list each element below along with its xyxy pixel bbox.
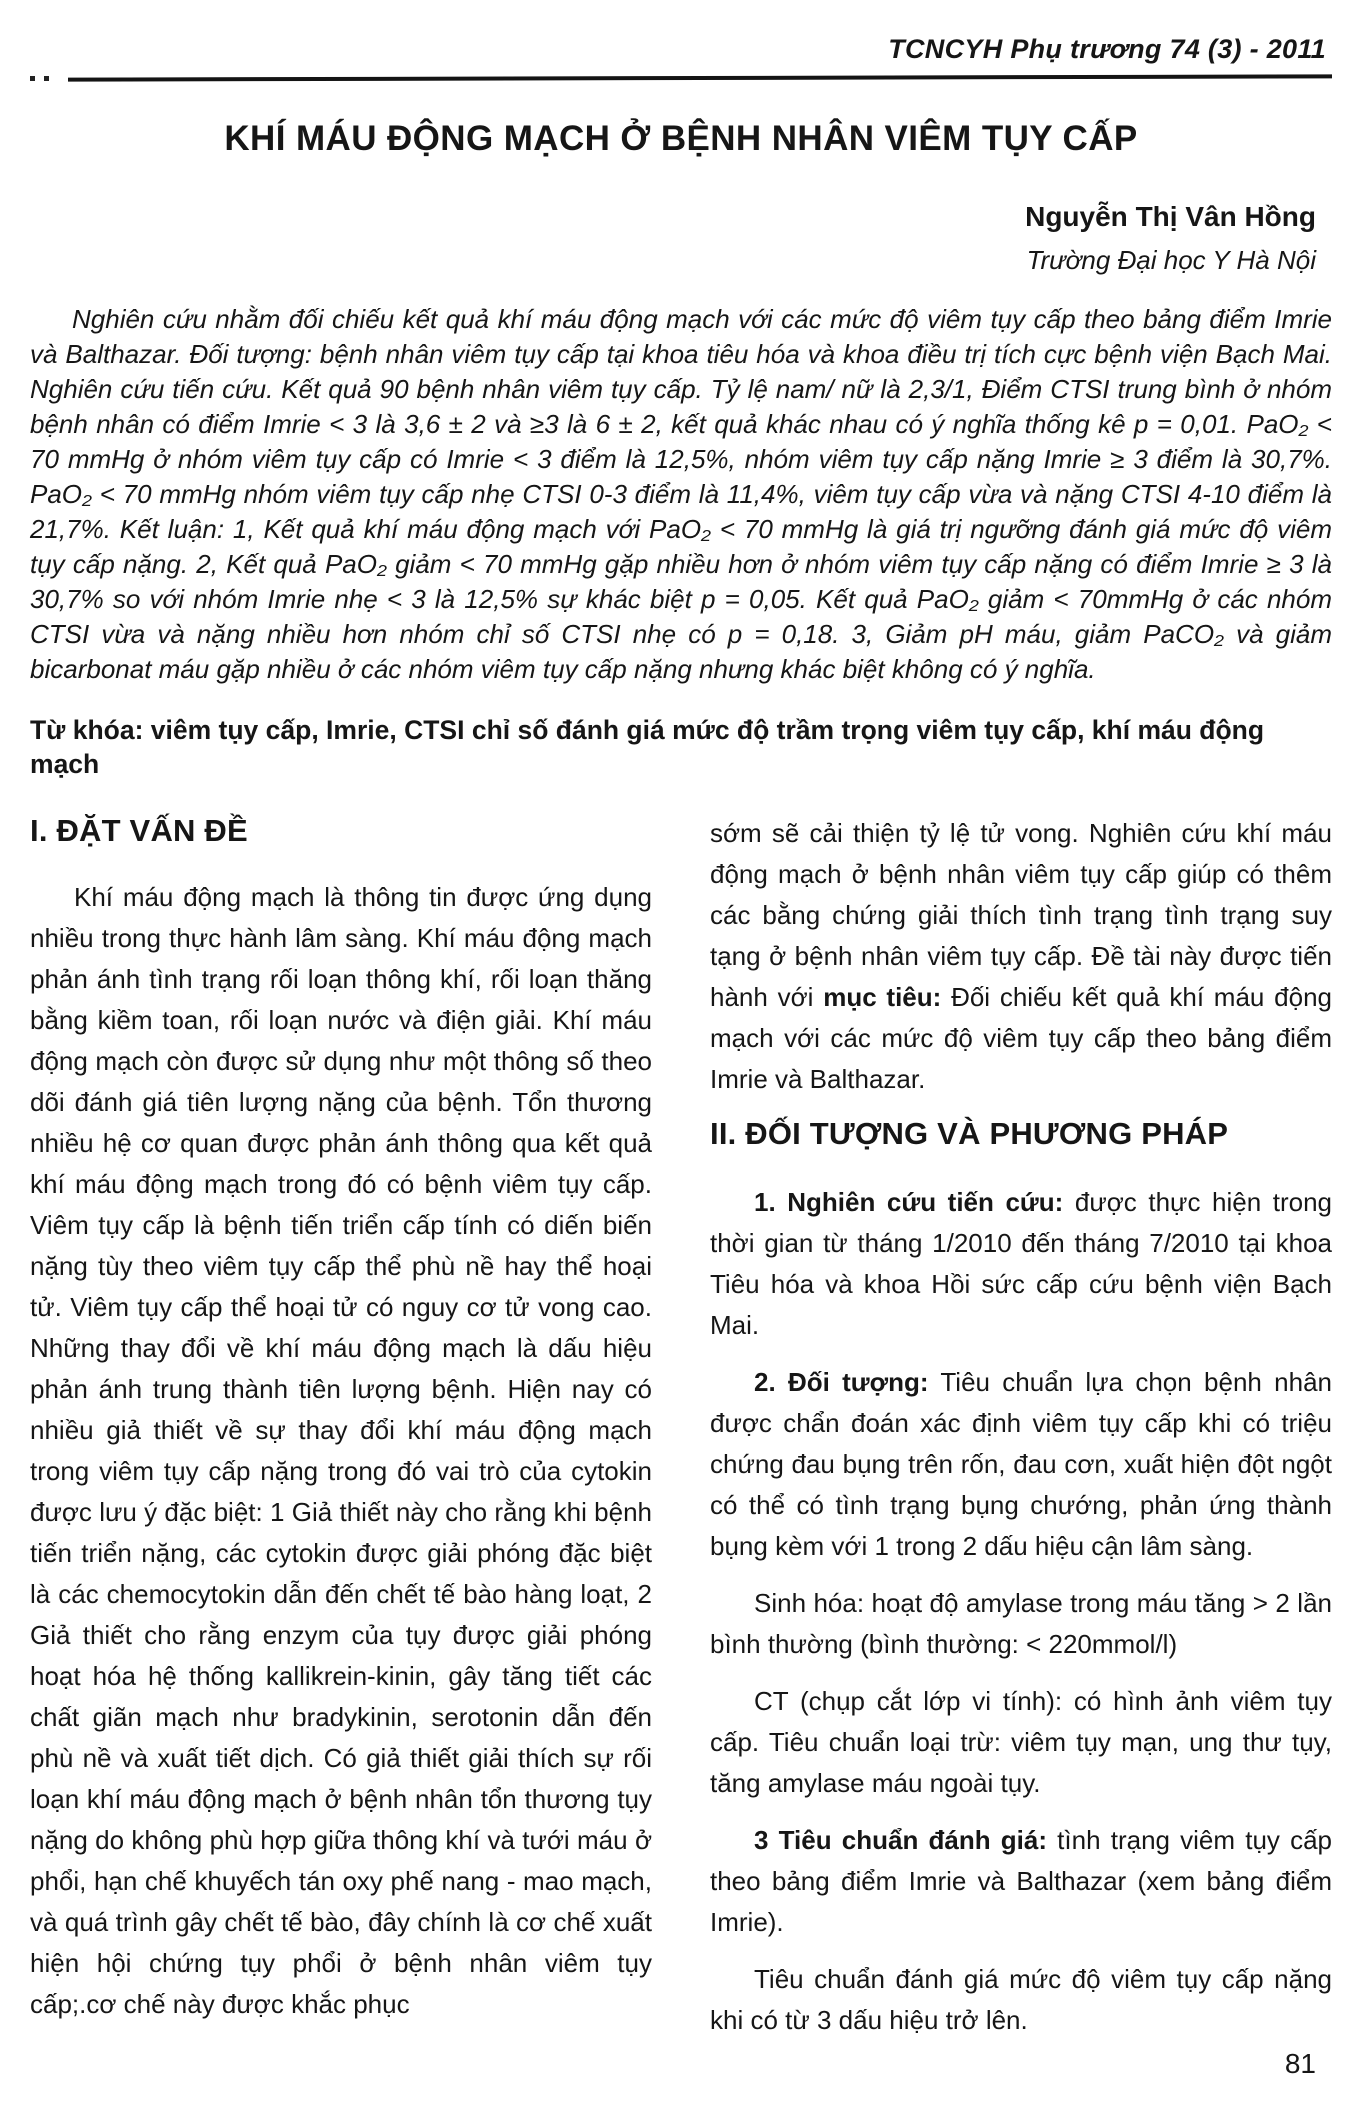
paragraph-lead: 2. Đối tượng: [754, 1367, 929, 1397]
methods-paragraph-6 [710, 1959, 1332, 2041]
rule-dot [44, 76, 49, 81]
page-number: 81 [1284, 2048, 1316, 2079]
methods-paragraph-3 [710, 1583, 1332, 1665]
abstract-text: Nghiên cứu nhằm đối chiếu kết quả khí máu động mạch với các mức độ viêm tụy cấp theo bảng điểm Imrie và Balthazar. Đối tượng: bệnh nhân viêm tụy cấp tại khoa tiêu hóa và khoa điều trị tích cực bệnh viện Bạch Mai. Nghiên cứu tiến cứu. Kết quả 90 bệnh nhân viêm tụy cấp. Tỷ lệ nam/ nữ là 2,3/1, Điểm CTSI trung bình ở nhóm bệnh nhân có điểm Imrie < 3 là 3,6 ± 2 và ≥3 là 6 ± 2, kết quả khác nhau có ý nghĩa thống kê p = 0,01. PaO₂ < 70 mmHg ở nhóm viêm tụy cấp có Imrie < 3 điểm là 12,5%, nhóm viêm tụy cấp nặng Imrie ≥ 3 điểm là 30,7%. PaO₂ < 70 mmHg nhóm viêm tụy cấp nhẹ CTSI 0-3 điểm là 11,4%, viêm tụy cấp vừa và nặng CTSI 4-10 điểm là 21,7%. Kết luận: 1, Kết quả khí máu động mạch với PaO₂ < 70 mmHg là giá trị ngưỡng đánh giá mức độ viêm tụy cấp nặng. 2, Kết quả PaO₂ giảm < 70 mmHg gặp nhiều hơn ở nhóm viêm tụy cấp nặng có điểm Imrie ≥ 3 là 30,7% so với nhóm Imrie nhẹ < 3 là 12,5% sự khác biệt p = 0,05. Kết quả PaO₂ giảm < 70mmHg ở các nhóm CTSI vừa và nặng nhiều hơn nhóm chỉ số CTSI nhẹ có p = 0,18. 3, Giảm pH máu, giảm PaCO₂ và giảm bicarbonat máu gặp nhiều ở các nhóm viêm tụy cấp nặng nhưng khác biệt không có ý nghĩa. [30, 304, 1332, 684]
two-column-body [30, 813, 1332, 2057]
header-rule [30, 75, 1332, 81]
right-column [710, 813, 1332, 2057]
paragraph-lead: 3 Tiêu chuẩn đánh giá: [754, 1825, 1048, 1855]
journal-header: TCNCYH Phụ trương 74 (3) - 2011 [888, 34, 1326, 64]
section-heading-methods: II. ĐỐI TƯỢNG VÀ PHƯƠNG PHÁP [710, 1116, 1229, 1151]
keywords-line: Từ khóa: viêm tụy cấp, Imrie, CTSI chỉ số đánh giá mức độ trầm trọng viêm tụy cấp, khí máu động mạch [30, 715, 1265, 779]
intro-paragraph: Khí máu động mạch là thông tin được ứng dụng nhiều trong thực hành lâm sàng. Khí máu động mạch phản ánh tình trạng rối loạn thông khí, rối loạn thăng bằng kiềm toan, rối loạn nước và điện giải. Khí máu động mạch còn được sử dụng như một thông số theo dõi đánh giá tiên lượng nặng của bệnh. Tổn thương nhiều hệ cơ quan được phản ánh thông qua kết quả khí máu động mạch trong đó có bệnh viêm tụy cấp. Viêm tụy cấp là bệnh tiến triển cấp tính có diến biến nặng tùy theo viêm tụy cấp thể phù nề hay thể hoại tử. Viêm tụy cấp thể hoại tử có nguy cơ tử vong cao. Những thay đổi về khí máu động mạch là dấu hiệu phản ánh trung thành tiên lượng bệnh. Hiện nay có nhiều giả thiết về sự thay đổi khí máu động mạch trong viêm tụy cấp nặng trong đó vai trò của cytokin được lưu ý đặc biệt: 1 Giả thiết này cho rằng khi bệnh tiến triển nặng, các cytokin được giải phóng đặc biệt là các chemocytokin dẫn đến chết tế bào hàng loạt, 2 Giả thiết cho rằng enzym của tụy được giải phóng hoạt hóa hệ thống kallikrein-kinin, gây tăng tiết các chất giãn mạch như bradykinin, serotonin dẫn đến phù nề và xuất tiết dịch. Có giả thiết giải thích sự rối loạn khí máu động mạch ở bệnh nhân tổn thương tụy nặng do không phù hợp giữa thông khí và tưới máu ở phổi, hạn chế khuyếch tán oxy phế nang - mao mạch, và quá trình gây chết tế bào, đây chính là cơ chế xuất hiện hội chứng tụy phổi ở bệnh nhân viêm tụy cấp;.cơ chế này được khắc phục [30, 882, 652, 2019]
rule-dot [30, 76, 35, 81]
paragraph-text: Sinh hóa: hoạt độ amylase trong máu tăng > 2 lần bình thường (bình thường: < 220mmol/l) [710, 1588, 1332, 1659]
author-affiliation: Trường Đại học Y Hà Nội [1026, 245, 1316, 275]
author-name: Nguyễn Thị Vân Hồng [1025, 201, 1316, 232]
methods-paragraph-1 [710, 1182, 1332, 1346]
methods-paragraph-2 [710, 1362, 1332, 1567]
continuation-post: Đối chiếu kết quả khí máu động mạch với các mức độ viêm tụy cấp theo bảng điểm Imrie và Balthazar. [710, 982, 1332, 1094]
paragraph-text: được thực hiện trong thời gian từ tháng 1/2010 đến tháng 7/2010 tại khoa Tiêu hóa và khoa Hồi sức cấp cứu bệnh viện Bạch Mai. [710, 1187, 1332, 1340]
paragraph-text: Tiêu chuẩn đánh giá mức độ viêm tụy cấp nặng khi có từ 3 dấu hiệu trở lên. [710, 1964, 1332, 2035]
continuation-bold: mục tiêu: [823, 982, 942, 1012]
paragraph-text: tình trạng viêm tụy cấp theo bảng điểm Imrie và Balthazar (xem bảng điểm Imrie). [710, 1825, 1332, 1937]
continuation-paragraph [710, 813, 1332, 1100]
author-block [30, 201, 1332, 276]
left-column [30, 813, 652, 2057]
paragraph-text: CT (chụp cắt lớp vi tính): có hình ảnh viêm tụy cấp. Tiêu chuẩn loại trừ: viêm tụy mạn, ung thư tụy, tăng amylase máu ngoài tụy. [710, 1686, 1332, 1798]
horizontal-rule [68, 74, 1332, 81]
paragraph-lead: 1. Nghiên cứu tiến cứu: [754, 1187, 1064, 1217]
page-title: KHÍ MÁU ĐỘNG MẠCH Ở BỆNH NHÂN VIÊM TỤY CẤP [224, 119, 1138, 158]
section-heading-intro: I. ĐẶT VẤN ĐỀ [30, 813, 248, 848]
paragraph-text: Tiêu chuẩn lựa chọn bệnh nhân được chẩn đoán xác định viêm tụy cấp khi có triệu chứng đau bụng trên rốn, đau cơn, xuất hiện đột ngột có thể có tình trạng bụng chướng, phản ứng thành bụng kèm với 1 trong 2 dấu hiệu cận lâm sàng. [710, 1367, 1332, 1561]
methods-paragraph-4 [710, 1681, 1332, 1804]
continuation-pre: sớm sẽ cải thiện tỷ lệ tử vong. Nghiên cứu khí máu động mạch ở bệnh nhân viêm tụy cấp giúp có thêm các bằng chứng giải thích tình trạng tình trạng suy tạng ở bệnh nhân viêm tụy cấp. Đề tài này được tiến hành với [710, 818, 1332, 1012]
methods-paragraph-5 [710, 1820, 1332, 1943]
